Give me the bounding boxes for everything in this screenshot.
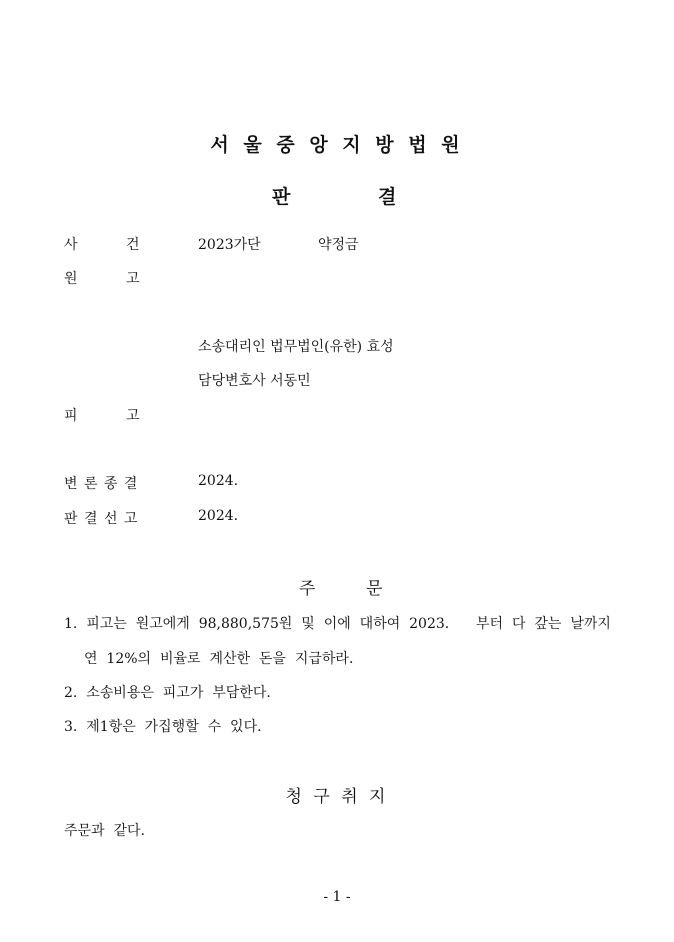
case-label-char-1: 사: [64, 237, 78, 253]
plaintiff-label-char-1: 원: [64, 271, 78, 287]
case-name: 약정금: [318, 237, 359, 253]
order-item-3: 3. 제1항은 가집행할 수 있다.: [64, 719, 262, 735]
order-item-1-line-1-a: 1. 피고는 원고에게 98,880,575원 및 이에 대하여 2023.: [64, 616, 450, 632]
order-item-1-line-1-b: 부터 다 갚는 날까지: [476, 616, 611, 632]
court-name: 서 울 중 앙 지 방 법 원: [210, 134, 464, 156]
claim-text: 주문과 같다.: [64, 823, 145, 839]
defendant-label-char-2: 고: [126, 408, 140, 424]
closing-date: 2024.: [198, 473, 239, 489]
closing-label: 변 론 종 결: [64, 476, 139, 492]
page-number: - 1 -: [323, 889, 351, 905]
counsel-line: 소송대리인 법무법인(유한) 효성: [198, 339, 394, 355]
sentencing-date: 2024.: [198, 508, 239, 524]
order-item-1-line-2: 연 12%의 비율로 계산한 돈을 지급하라.: [84, 651, 354, 667]
case-number: 2023가단: [198, 237, 261, 253]
order-heading-right: 문: [366, 579, 383, 599]
defendant-label-char-1: 피: [64, 408, 78, 424]
case-label-char-2: 건: [126, 237, 140, 253]
order-heading-left: 주: [299, 579, 316, 599]
order-item-2: 2. 소송비용은 피고가 부담한다.: [64, 685, 271, 701]
attorney-line: 담당변호사 서동민: [198, 373, 311, 389]
plaintiff-label-char-2: 고: [126, 271, 140, 287]
judgment-title-right: 결: [378, 186, 397, 208]
judgment-title-left: 판: [272, 186, 291, 208]
sentencing-label: 판 결 선 고: [64, 511, 139, 527]
claim-heading: 청 구 취 지: [285, 787, 389, 807]
